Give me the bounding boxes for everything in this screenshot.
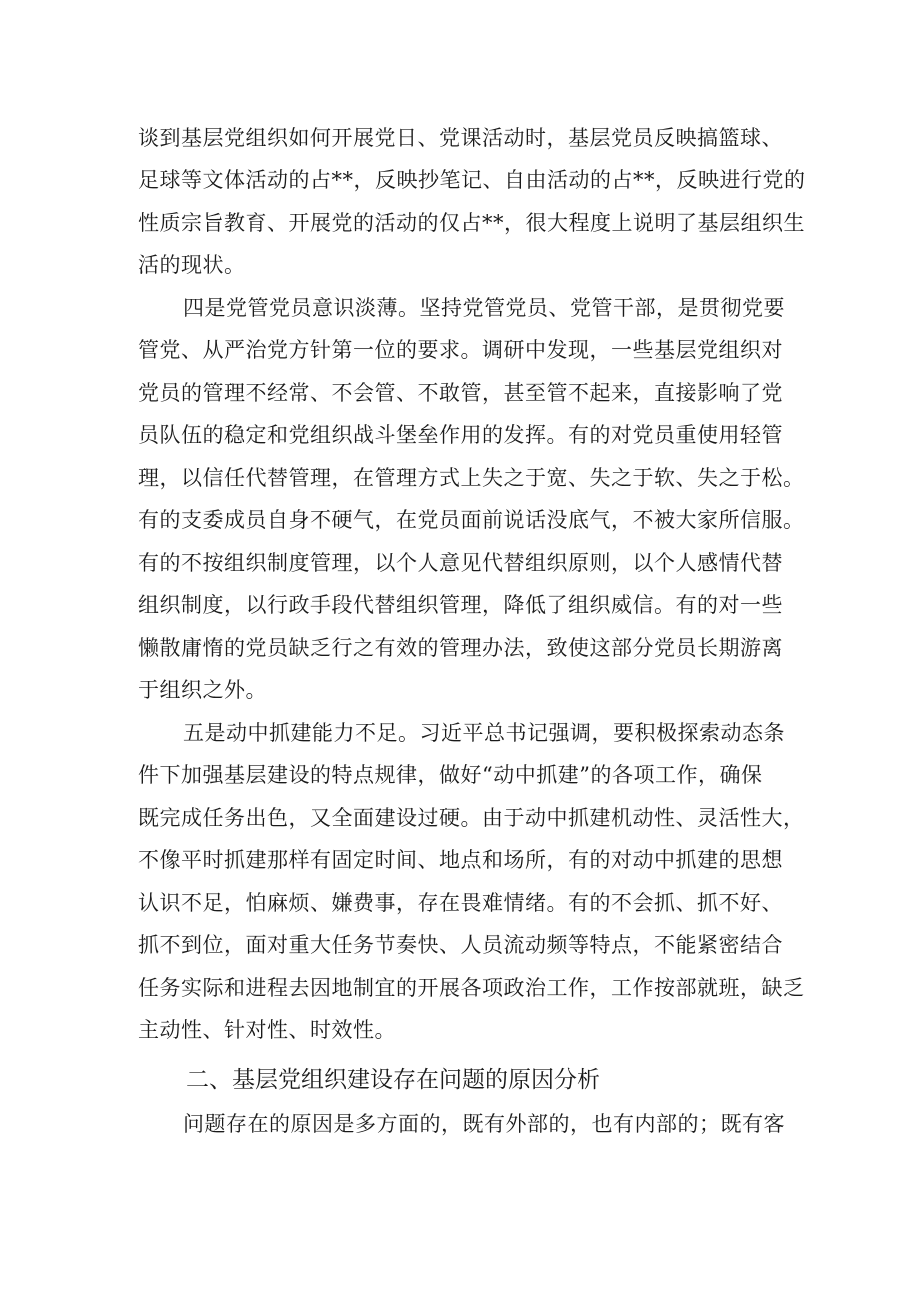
line-text: 性质宗旨教育、开展党的活动的仅占**，很大程度上说明了基层组织生 [138,211,805,235]
line-text: 有的不按组织制度管理，以个人意见代替组织原则，以个人感情代替 [138,551,783,575]
line-text: 认识不足，怕麻烦、嫌费事，存在畏难情绪。有的不会抓、抓不好、 [138,891,783,915]
body-text-line [0,1015,920,1045]
line-text: 理，以信任代替管理，在管理方式上失之于宽、失之于软、失之于松。 [138,466,805,490]
section-heading [0,1064,920,1096]
body-text-line [0,208,920,238]
body-text-line [0,335,920,365]
line-text: 问题存在的原因是多方面的，既有外部的，也有内部的；既有客 [183,1112,785,1136]
line-text: 主动性、针对性、时效性。 [138,1018,396,1042]
body-text-line [0,973,920,1003]
line-text: 件下加强基层建设的特点规律，做好“动中抓建”的各项工作，确保 [138,763,763,787]
paragraph-start-line [0,718,920,748]
paragraph-start-line [0,293,920,323]
line-text: 既完成任务出色，又全面建设过硬。由于动中抓建机动性、灵活性大， [138,806,805,830]
line-text: 抓不到位，面对重大任务节奏快、人员流动频等特点，不能紧密结合 [138,933,783,957]
body-text-line [0,803,920,833]
line-text: 不像平时抓建那样有固定时间、地点和场所，有的对动中抓建的思想 [138,848,783,872]
line-text: 谈到基层党组织如何开展党日、党课活动时，基层党员反映搞篮球、 [138,126,783,150]
line-text: 五是动中抓建能力不足。习近平总书记强调，要积极探索动态条 [183,721,785,745]
line-text: 员队伍的稳定和党组织战斗堡垒作用的发挥。有的对党员重使用轻管 [138,423,783,447]
line-text: 于组织之外。 [138,678,267,702]
line-text: 四是党管党员意识淡薄。坚持党管党员、党管干部，是贯彻党要 [183,296,785,320]
body-text-line [0,250,920,280]
line-text: 懒散庸惰的党员缺乏行之有效的管理办法，致使这部分党员长期游离 [138,636,783,660]
body-text-line [0,505,920,535]
body-text-line [0,930,920,960]
body-text-line [0,420,920,450]
line-text: 有的支委成员自身不硬气，在党员面前说话没底气，不被大家所信服。 [138,508,805,532]
body-text-line [0,590,920,620]
line-text: 组织制度，以行政手段代替组织管理，降低了组织威信。有的对一些 [138,593,783,617]
body-text-line [0,463,920,493]
body-text-line [0,123,920,153]
body-text-line [0,888,920,918]
body-text-line [0,760,920,790]
line-text: 足球等文体活动的占**，反映抄笔记、自由活动的占**，反映进行党的 [138,168,806,192]
line-text: 管党、从严治党方针第一位的要求。调研中发现，一些基层党组织对 [138,338,783,362]
body-text-line [0,378,920,408]
body-text-line [0,633,920,663]
line-text: 活的现状。 [138,253,246,277]
line-text: 任务实际和进程去因地制宜的开展各项政治工作，工作按部就班，缺乏 [138,976,805,1000]
body-text-line [0,675,920,705]
body-text-line [0,165,920,195]
paragraph-start-line [0,1109,920,1139]
body-text-line [0,548,920,578]
line-text: 二、基层党组织建设存在问题的原因分析 [186,1067,600,1093]
body-text-line [0,845,920,875]
line-text: 党员的管理不经常、不会管、不敢管，甚至管不起来，直接影响了党 [138,381,783,405]
